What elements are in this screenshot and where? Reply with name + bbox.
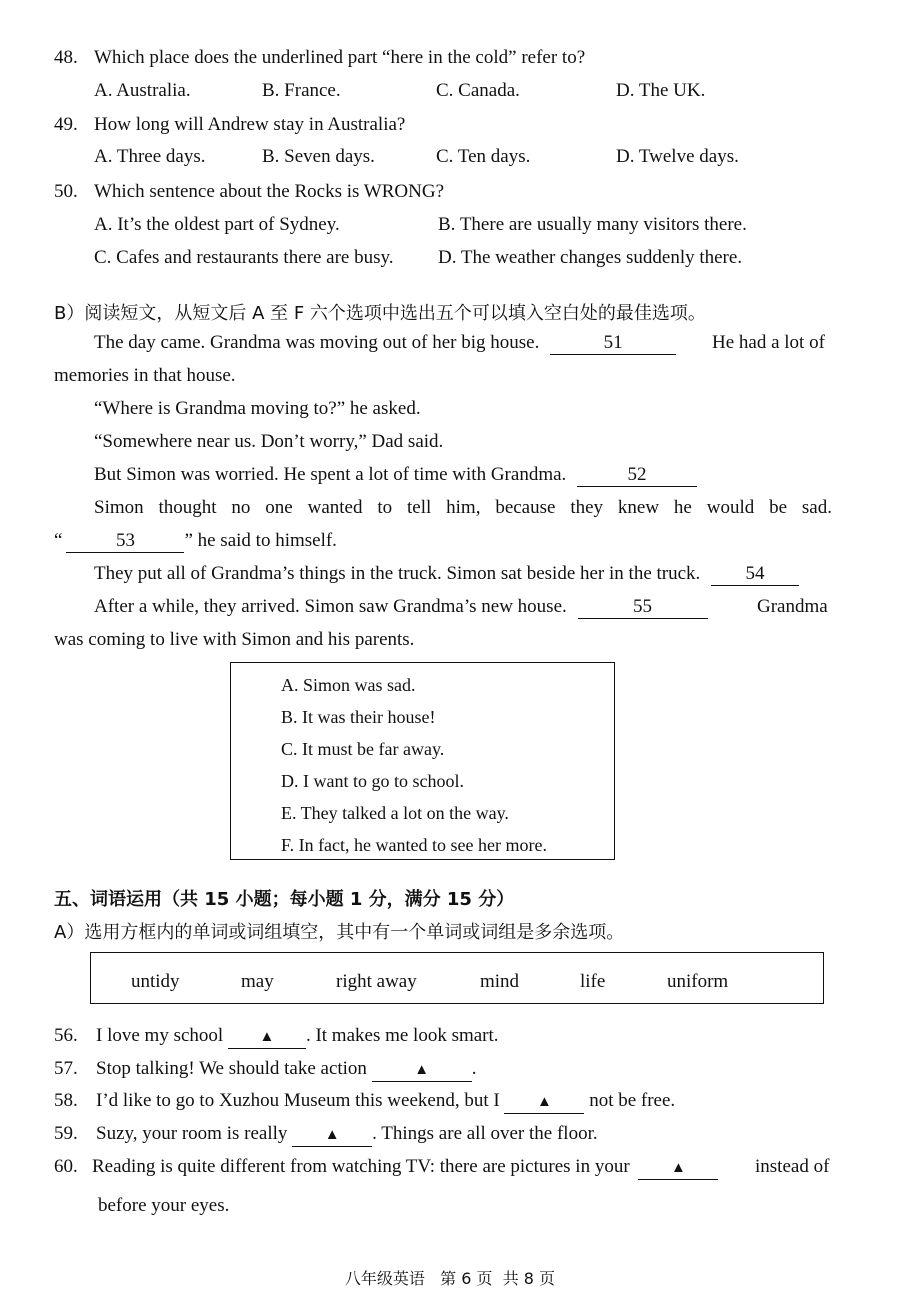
question-text: .: [471, 1058, 477, 1079]
question-number: 49.: [54, 114, 78, 135]
question-number: 50.: [54, 181, 78, 202]
question-text: Reading is quite different from watching TV: there are pictures in your: [92, 1156, 630, 1177]
passage-line-3: “Where is Grandma moving to?” he asked.: [94, 398, 421, 419]
passage-line-2: memories in that house.: [54, 365, 236, 386]
passage-text: Grandma: [757, 596, 828, 617]
question-60: [54, 1156, 718, 1180]
triangle-icon: ▲: [324, 1127, 340, 1143]
option-49d: D. Twelve days.: [616, 146, 739, 167]
question-50: [54, 181, 444, 203]
option-49a: A. Three days.: [94, 146, 206, 167]
blank-58[interactable]: [504, 1090, 584, 1114]
word-uniform: uniform: [667, 971, 729, 992]
passage-line-9: [94, 596, 708, 619]
triangle-icon: ▲: [259, 1029, 275, 1045]
question-number: 59.: [54, 1123, 78, 1144]
word-mind: mind: [480, 971, 520, 992]
question-text: How long will Andrew stay in Australia?: [94, 114, 406, 135]
option-50d: D. The weather changes suddenly there.: [438, 247, 743, 268]
passage-text: But Simon was worried. He spent a lot of time with Grandma.: [94, 464, 567, 485]
option-48d: D. The UK.: [616, 80, 706, 101]
question-text: Which place does the underlined part “here in the cold” refer to?: [94, 47, 586, 68]
option-50b: B. There are usually many visitors there.: [438, 214, 747, 235]
passage-line-10: was coming to live with Simon and his parents.: [54, 629, 415, 650]
question-text: . Things are all over the floor.: [372, 1123, 598, 1144]
passage-text: ” he said to himself.: [184, 530, 337, 551]
option-a: A. Simon was sad.: [281, 675, 416, 695]
question-text: instead of: [755, 1156, 830, 1177]
question-48: [54, 47, 585, 69]
question-text: I’d like to go to Xuzhou Museum this weekend, but I: [96, 1090, 500, 1111]
question-text: I love my school: [96, 1025, 224, 1046]
option-50c: C. Cafes and restaurants there are busy.: [94, 247, 394, 268]
section-5a-instruction: A）选用方框内的单词或词组填空，其中有一个单词或词组是多余选项。: [54, 922, 625, 943]
word-may: may: [241, 971, 274, 992]
passage-line-5: [94, 464, 697, 487]
option-48a: A. Australia.: [94, 80, 191, 101]
passage-text: After a while, they arrived. Simon saw Grandma’s new house.: [94, 596, 567, 617]
option-e: E. They talked a lot on the way.: [281, 803, 509, 823]
question-number: 48.: [54, 47, 78, 68]
blank-54[interactable]: 54: [711, 563, 799, 586]
blank-59[interactable]: [292, 1123, 372, 1147]
question-49: [54, 114, 405, 136]
option-d: D. I want to go to school.: [281, 771, 464, 791]
blank-56[interactable]: [228, 1025, 306, 1049]
option-48b: B. France.: [262, 80, 341, 101]
blank-51[interactable]: 51: [550, 332, 676, 355]
word-right-away: right away: [336, 971, 417, 992]
question-56: [54, 1025, 499, 1049]
question-number: 58.: [54, 1090, 78, 1111]
blank-52[interactable]: 52: [577, 464, 697, 487]
question-number: 57.: [54, 1058, 78, 1079]
passage-line-6: Simon thought no one wanted to tell him, because they knew he would be sad.: [94, 497, 832, 518]
question-number: 60.: [54, 1156, 78, 1177]
blank-53[interactable]: 53: [66, 530, 184, 553]
question-text: Which sentence about the Rocks is WRONG?: [94, 181, 445, 202]
blank-60[interactable]: [638, 1156, 718, 1180]
passage-text: They put all of Grandma’s things in the truck. Simon sat beside her in the truck.: [94, 563, 701, 584]
question-text: Stop talking! We should take action: [96, 1058, 367, 1079]
passage-line-1: [94, 332, 676, 355]
triangle-icon: ▲: [414, 1062, 430, 1078]
question-text: Suzy, your room is really: [96, 1123, 288, 1144]
passage-text: The day came. Grandma was moving out of her big house.: [94, 332, 540, 353]
passage-text: He had a lot of: [712, 332, 825, 353]
passage-line-8: [94, 563, 799, 586]
option-49c: C. Ten days.: [436, 146, 531, 167]
question-58: [54, 1090, 675, 1114]
triangle-icon: ▲: [670, 1160, 686, 1176]
blank-55[interactable]: 55: [578, 596, 708, 619]
quote-mark: “: [54, 530, 63, 551]
option-49b: B. Seven days.: [262, 146, 375, 167]
passage-line-7: [54, 530, 337, 553]
option-b: B. It was their house!: [281, 707, 436, 727]
blank-57[interactable]: [372, 1058, 472, 1082]
question-number: 56.: [54, 1025, 78, 1046]
option-c: C. It must be far away.: [281, 739, 445, 759]
question-59: [54, 1123, 598, 1147]
question-text: . It makes me look smart.: [305, 1025, 499, 1046]
word-untidy: untidy: [131, 971, 180, 992]
option-48c: C. Canada.: [436, 80, 520, 101]
question-60-line-2: before your eyes.: [98, 1195, 230, 1216]
triangle-icon: ▲: [537, 1094, 552, 1110]
passage-line-4: “Somewhere near us. Don’t worry,” Dad said.: [94, 431, 444, 452]
word-life: life: [580, 971, 606, 992]
option-f: F. In fact, he wanted to see her more.: [281, 835, 547, 855]
option-50a: A. It’s the oldest part of Sydney.: [94, 214, 340, 235]
section-b-instruction: B）阅读短文，从短文后 A 至 F 六个选项中选出五个可以填入空白处的最佳选项。: [54, 303, 706, 324]
section-5-heading: 五、词语运用（共 15 小题；每小题 1 分，满分 15 分）: [54, 889, 515, 910]
question-text: not be free.: [589, 1090, 676, 1111]
question-57: [54, 1058, 476, 1082]
page-footer: 八年级英语 第 6 页 共 8 页: [344, 1269, 556, 1288]
